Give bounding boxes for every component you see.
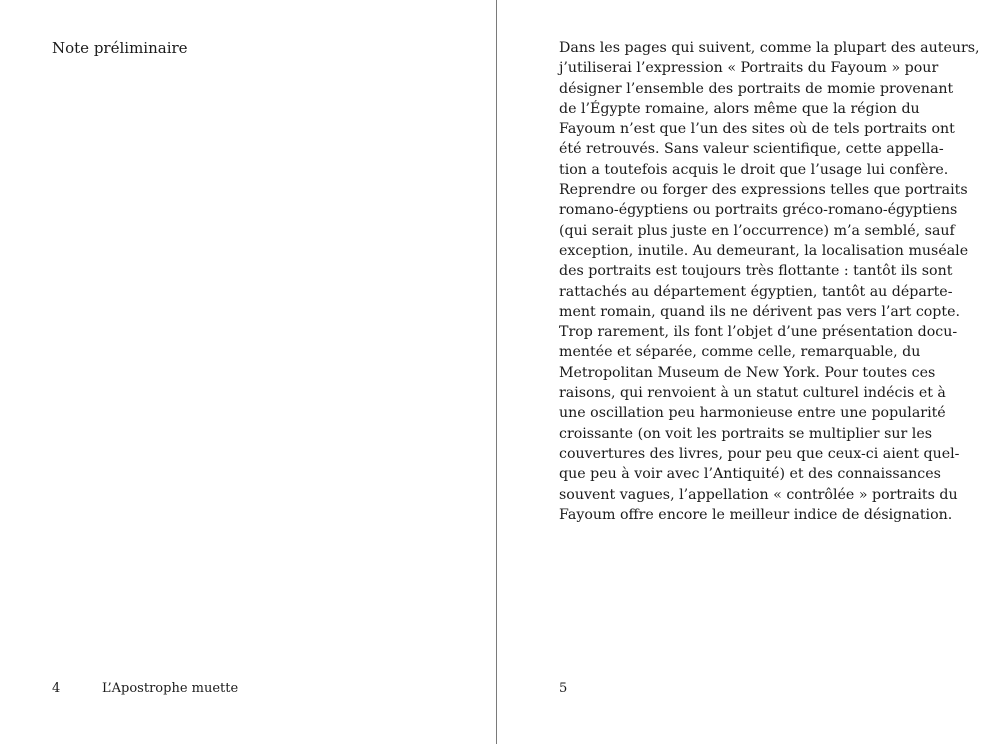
body-line: j’utiliserai l’expression « Portraits du Fayoum » pour [559, 60, 939, 77]
body-line: raisons, qui renvoient à un statut culturel indécis et à [559, 385, 946, 402]
body-line: couvertures des livres, pour peu que ceux-ci aient quel- [559, 445, 960, 462]
body-line: Fayoum offre encore le meilleur indice de désignation. [559, 506, 953, 523]
body-line: tion a toutefois acquis le droit que l’usage lui confère. [559, 161, 949, 178]
body-line: de l’Égypte romaine, alors même que la région du [559, 100, 920, 117]
body-line: une oscillation peu harmonieuse entre une popularité [559, 405, 946, 422]
body-line: Metropolitan Museum de New York. Pour toutes ces [559, 364, 936, 381]
body-line: été retrouvés. Sans valeur scientifique, cette appella- [559, 141, 944, 158]
body-line: romano-égyptiens ou portraits gréco-romano-égyptiens [559, 202, 958, 219]
body-line: ment romain, quand ils ne dérivent pas vers l’art copte. [559, 303, 960, 320]
section-title: Note préliminaire [52, 39, 188, 57]
body-line: exception, inutile. Au demeurant, la localisation muséale [559, 242, 969, 259]
body-line: Trop rarement, ils font l’objet d’une présentation docu- [559, 324, 958, 341]
running-head: L’Apostrophe muette [102, 681, 239, 696]
body-line: croissante (on voit les portraits se multiplier sur les [559, 425, 933, 442]
body-line: Reprendre ou forger des expressions telles que portraits [559, 182, 968, 199]
body-line: que peu à voir avec l’Antiquité) et des connaissances [559, 466, 941, 483]
body-line: mentée et séparée, comme celle, remarquable, du [559, 344, 921, 361]
body-line: des portraits est toujours très flottante : tantôt ils sont [559, 263, 953, 280]
body-line: souvent vagues, l’appellation « contrôlée » portraits du [559, 486, 958, 503]
page-number-left: 4 [52, 681, 61, 696]
body-line: (qui serait plus juste en l’occurrence) m’a semblé, sauf [559, 222, 955, 239]
body-paragraph [559, 38, 979, 525]
body-line: rattachés au département égyptien, tantôt au départe- [559, 283, 953, 300]
body-line: Fayoum n’est que l’un des sites où de tels portraits ont [559, 121, 955, 138]
page-number-right: 5 [559, 681, 568, 696]
body-line: désigner l’ensemble des portraits de momie provenant [559, 80, 954, 97]
body-line: Dans les pages qui suivent, comme la plupart des auteurs, [559, 40, 980, 56]
right-page [497, 0, 992, 744]
